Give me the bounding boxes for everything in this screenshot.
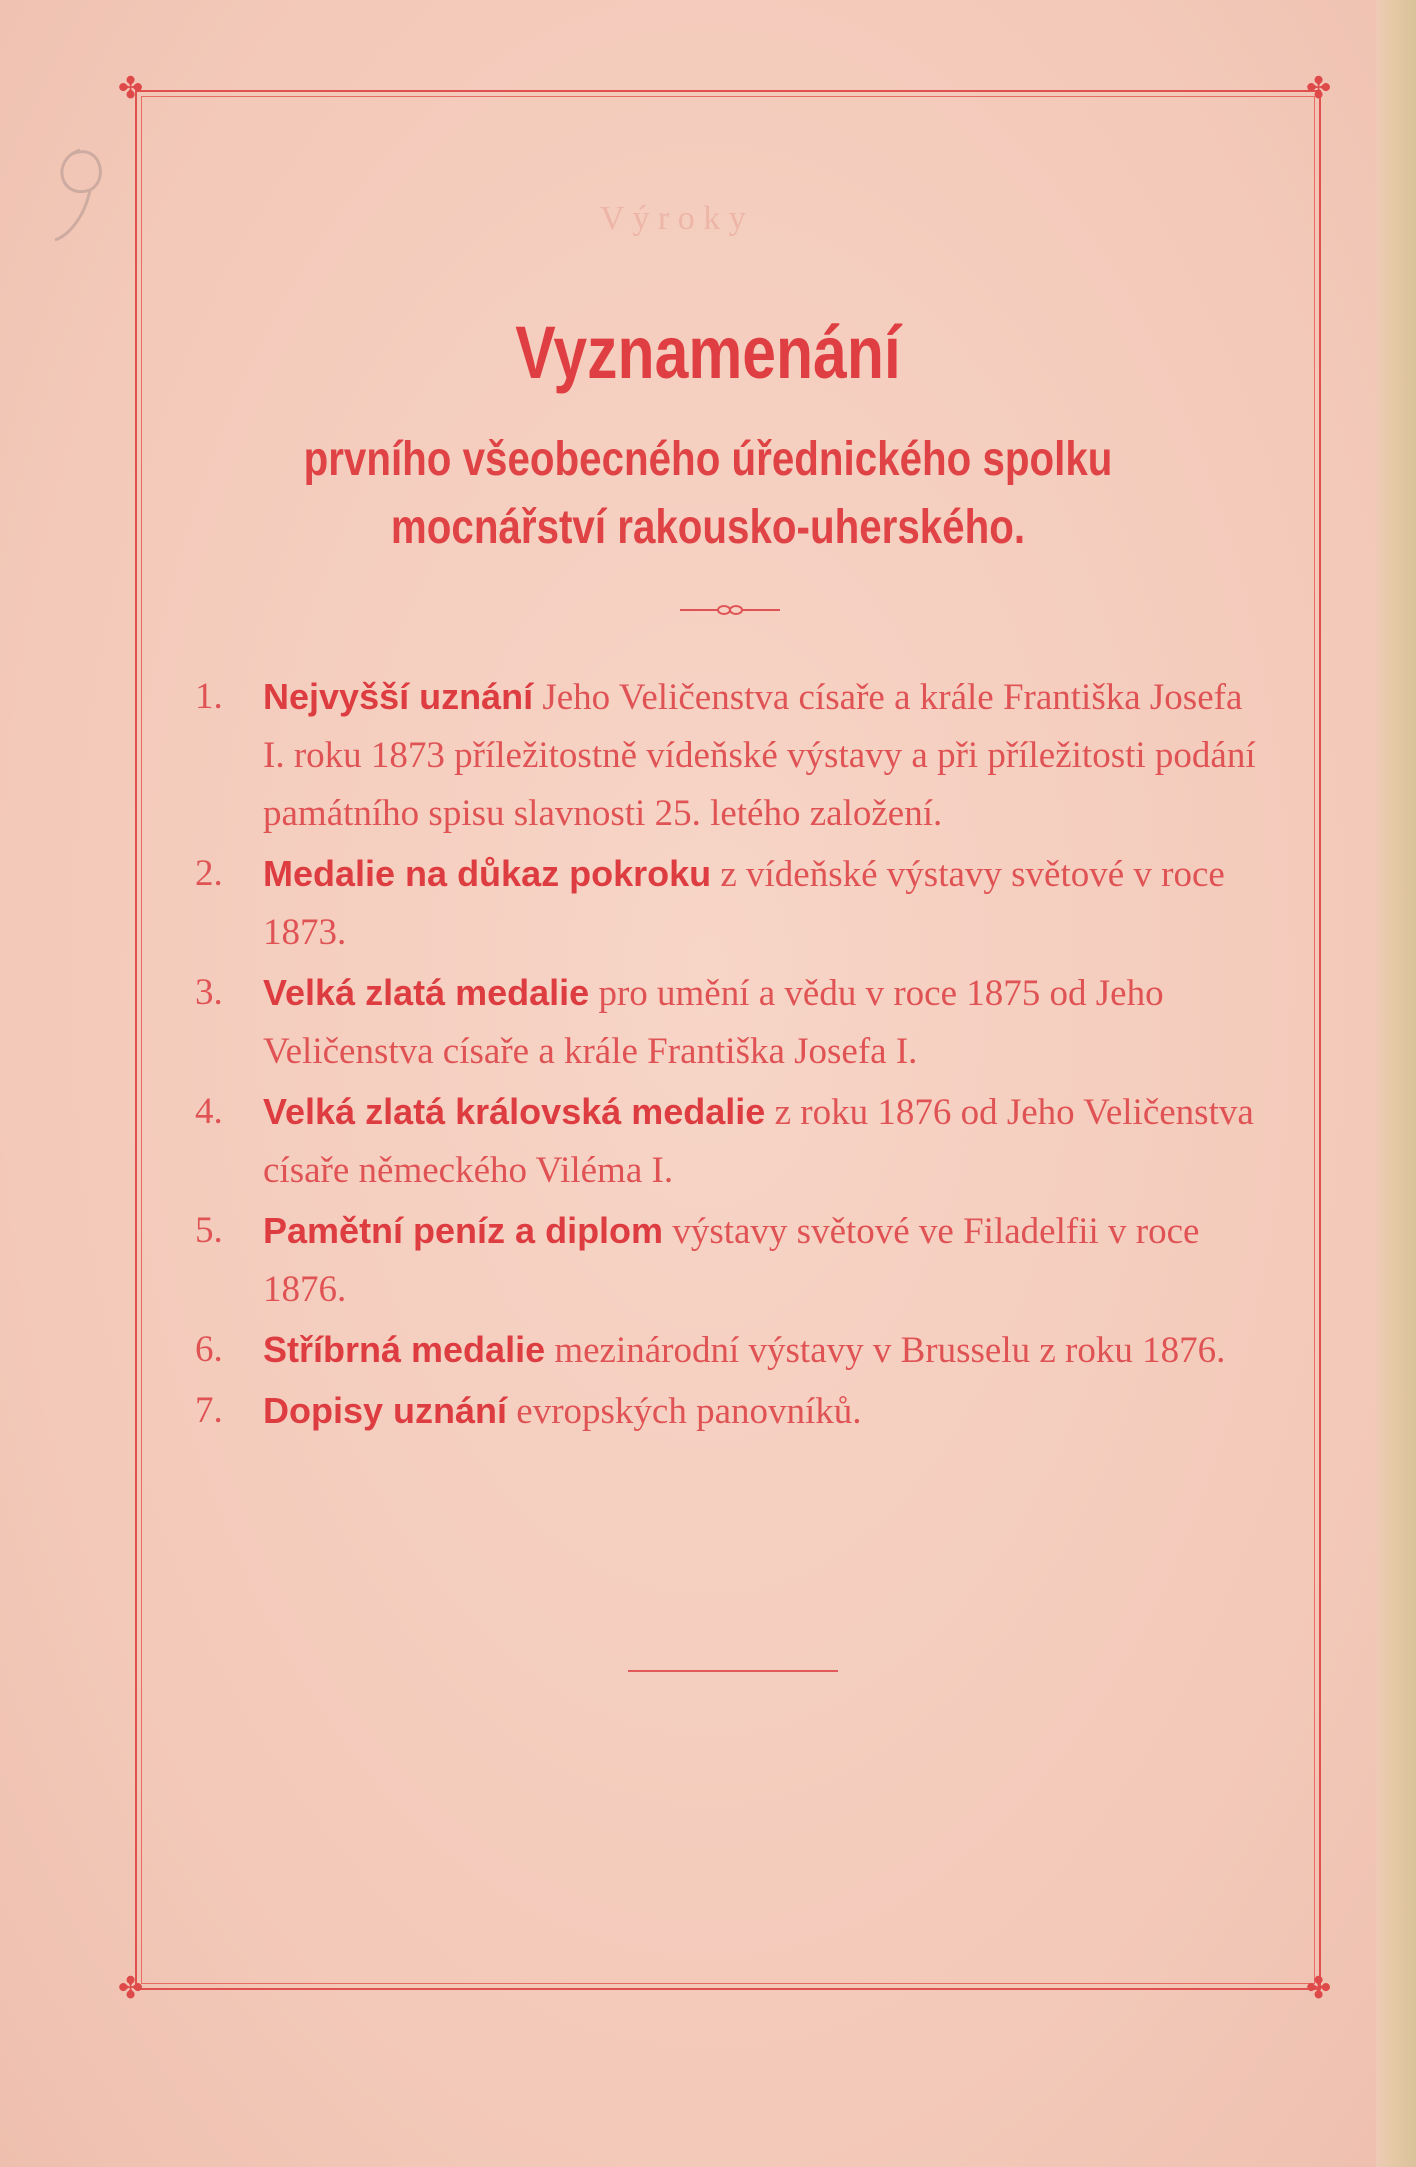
- subtitle-line-1: prvního všeobecného úřednického spolku: [303, 433, 1113, 486]
- item-heading: Velká zlatá královská medalie: [263, 1091, 766, 1132]
- subtitle-line-2: mocnářství rakousko-uherského.: [390, 501, 1026, 554]
- item-number: 3.: [195, 972, 223, 1013]
- item-heading: Medalie na důkaz pokroku: [263, 853, 712, 894]
- item-text: z vídeňské výstavy světové v roce 1873.: [263, 854, 1225, 953]
- bleed-through-text: V ý r o k y: [600, 200, 746, 237]
- list-item: [195, 1321, 1265, 1380]
- corner-ornament-icon: ✤: [1306, 71, 1332, 106]
- item-heading: Velká zlatá medalie: [263, 972, 590, 1013]
- item-number: 5.: [195, 1210, 223, 1251]
- item-number: 7.: [195, 1390, 223, 1431]
- item-text: Jeho Veličenstva císaře a krále Františka Josefa I. roku 1873 příležitostně vídeňské výstavy a při příležitosti podání památního spisu slavnosti 25. letého založení.: [263, 677, 1256, 834]
- divider-ornament-icon: [680, 600, 780, 620]
- item-number: 1.: [195, 676, 223, 717]
- list-item: [195, 668, 1265, 843]
- list-item: [195, 1202, 1265, 1319]
- list-item: [195, 1382, 1265, 1441]
- item-text: mezinárodní výstavy v Brusselu z roku 1876.: [545, 1330, 1226, 1371]
- item-number: 4.: [195, 1091, 223, 1132]
- list-item: [195, 845, 1265, 962]
- closing-rule: [628, 1670, 838, 1672]
- item-text: výstavy světové ve Filadelfii v roce 1876.: [263, 1211, 1200, 1310]
- page-title: Vyznamenání: [515, 311, 901, 394]
- item-number: 2.: [195, 853, 223, 894]
- corner-ornament-icon: ✤: [1306, 1971, 1332, 2006]
- item-text: evropských panovníků.: [507, 1391, 862, 1432]
- item-heading: Dopisy uznání: [263, 1390, 508, 1431]
- pencil-mark: [30, 120, 150, 250]
- list-item: [195, 964, 1265, 1081]
- item-text: pro umění a vědu v roce 1875 od Jeho Veličenstva císaře a krále Františka Josefa I.: [263, 973, 1164, 1072]
- corner-ornament-icon: ✤: [118, 71, 144, 106]
- item-number: 6.: [195, 1329, 223, 1370]
- item-text: z roku 1876 od Jeho Veličenstva císaře německého Viléma I.: [263, 1092, 1254, 1191]
- item-heading: Stříbrná medalie: [263, 1329, 546, 1370]
- paper-edge: [1376, 0, 1416, 2167]
- awards-list: [195, 668, 1265, 1443]
- list-item: [195, 1083, 1265, 1200]
- corner-ornament-icon: ✤: [118, 1971, 144, 2006]
- item-heading: Nejvyšší uznání: [263, 676, 534, 717]
- item-heading: Pamětní peníz a diplom: [263, 1210, 664, 1251]
